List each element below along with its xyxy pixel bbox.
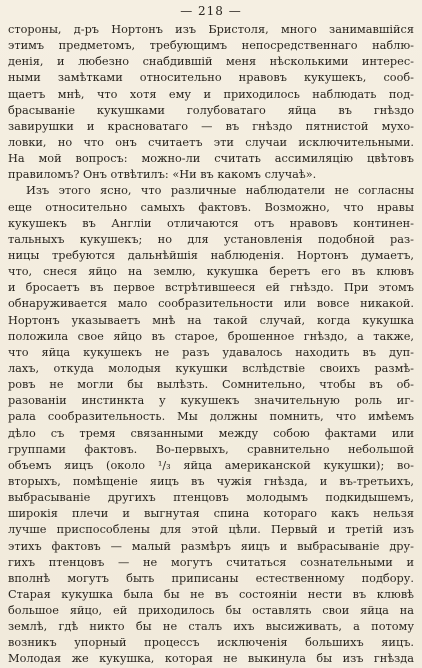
text-line: лахъ, откуда молодыя кукушки вслѣдствіе своихъ размѣ- <box>8 361 414 375</box>
text-line: еще относительно самыхъ фактовъ. Возможно, что нравы <box>8 200 414 214</box>
text-line: землѣ, гдѣ никто бы не сталъ ихъ высиживать, а потому <box>8 620 414 634</box>
text-line: тальныхъ кукушекъ; но для установленія подобной раз- <box>8 232 414 246</box>
text-line: брасываніе кукушками голубоватаго яйца въ гнѣздо <box>8 103 414 117</box>
text-line: разованіи инстинкта у кукушекъ значительную роль иг- <box>8 394 414 408</box>
body-text <box>8 22 414 668</box>
text-line: и бросаетъ въ первое встрѣтившееся ей гнѣздо. При этомъ <box>8 281 414 295</box>
text-line: лучше приспособлены для этой цѣли. Первый и третій изъ <box>8 523 414 537</box>
text-line: завирушки и красноватаго — въ гнѣздо пятнистой мухо- <box>8 119 414 133</box>
text-line: дѣло съ тремя связанными между собою фактами или <box>8 426 414 440</box>
text-line: На мой вопросъ: можно-ли считать ассимиляцію цвѣтовъ <box>8 152 414 166</box>
text-line: Нортонъ указываетъ мнѣ на такой случай, когда кукушка <box>8 313 414 327</box>
text-line: выбрасываніе другихъ птенцовъ молодымъ подкидышемъ, <box>8 491 414 505</box>
text-line: кукушекъ въ Англіи отличаются отъ нравовъ континен- <box>8 216 414 230</box>
text-line: ными замѣтками относительно нравовъ кукушекъ, сооб- <box>8 71 414 85</box>
text-line: группами фактовъ. Во-первыхъ, сравнительно небольшой <box>8 442 414 456</box>
text-line: положила свое яйцо въ старое, брошенное гнѣздо, а также, <box>8 329 414 343</box>
text-line: рала сообразительность. Мы должны помнить, что имѣемъ <box>8 410 414 424</box>
text-line: возникъ упорный процессъ исключенія большихъ яицъ. <box>8 636 414 650</box>
text-line: этимъ предметомъ, требующимъ непосредственнаго наблю- <box>8 39 414 53</box>
text-line: большое яйцо, ей приходилось бы оставлять свои яйца на <box>8 604 414 618</box>
page-number: — 218 — <box>180 4 242 18</box>
text-line: гихъ птенцовъ — не могутъ считаться сознательными и <box>8 555 414 569</box>
text-line: Изъ этого ясно, что различные наблюдатели не согласны <box>26 184 414 198</box>
text-line: что яйца кукушекъ не разъ удавалось находить въ дуп- <box>8 345 414 359</box>
text-line: стороны, д-ръ Нортонъ изъ Бристоля, много занимавшійся <box>8 23 414 36</box>
text-line: объемъ яицъ (около ¹/₃ яйца американской кукушки); во- <box>8 458 414 472</box>
text-line: что, снеся яйцо на землю, кукушка беретъ его въ клювъ <box>8 265 414 279</box>
text-line: щаетъ мнѣ, что хотя ему и приходилось наблюдать под- <box>8 87 414 101</box>
text-line: обнаруживается мало сообразительности или вовсе никакой. <box>8 297 414 311</box>
text-line: ловки, но что онъ считаетъ эти случаи исключительными. <box>8 135 414 149</box>
text-line: ницы требуются дальнѣйшія наблюденія. Нортонъ думаетъ, <box>8 248 414 262</box>
text-line: ровъ не могли бы вылѣзть. Сомнительно, чтобы въ об- <box>8 378 414 392</box>
text-line: правиломъ? Онъ отвѣтилъ: «Ни въ какомъ случаѣ». <box>8 168 317 182</box>
text-line: Старая кукушка была бы не въ состояніи нести въ клювѣ <box>8 587 414 601</box>
text-line: Молодая же кукушка, которая не выкинула бы изъ гнѣзда <box>8 652 414 666</box>
text-line: денія, и любезно снабдившій меня нѣсколькими интерес- <box>8 55 414 69</box>
text-line: широкія плечи и выгнутая спина котораго какъ нельзя <box>8 507 414 521</box>
text-line: этихъ фактовъ — малый размѣръ яицъ и выбрасываніе дру- <box>8 539 414 553</box>
text-line: вторыхъ, помѣщеніе яицъ въ чужія гнѣзда, и въ-третьихъ, <box>8 474 414 488</box>
text-line: вполнѣ могутъ быть приписаны естественному подбору. <box>8 571 414 585</box>
